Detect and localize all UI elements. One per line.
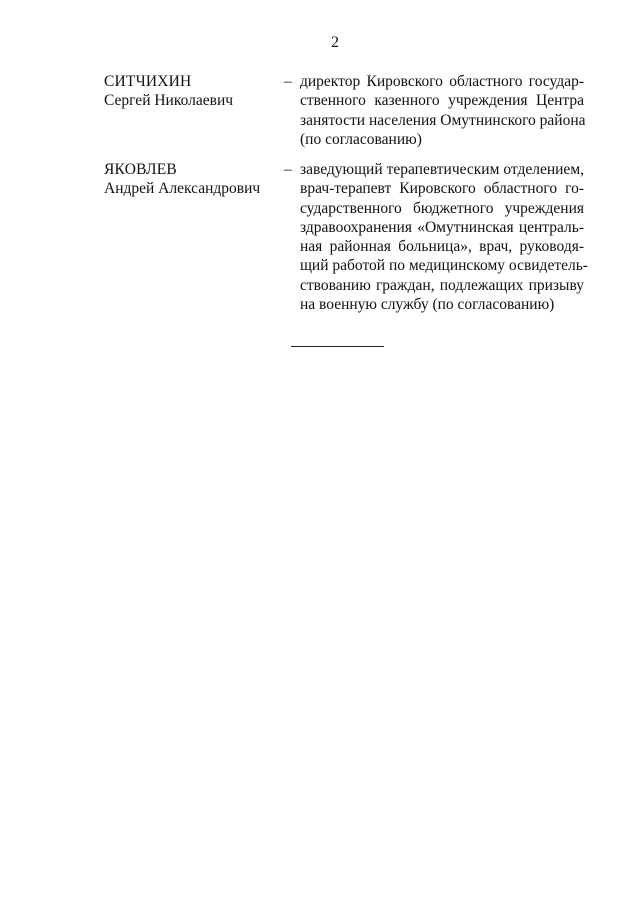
person-surname: ЯКОВЛЕВ: [104, 161, 177, 178]
position-description: [300, 72, 584, 149]
description-line: ная районная больница», врач, руководя-: [300, 238, 584, 256]
person-surname: СИТЧИХИН: [104, 73, 192, 90]
description-line: директор Кировского областного государ-: [300, 73, 584, 90]
description-line: сударственного бюджетного учреждения: [300, 199, 584, 217]
person-name: [104, 160, 274, 198]
description-line: занятости населения Омутнинского района: [300, 111, 586, 129]
description-line: (по согласованию): [300, 130, 422, 148]
description-line: врач-терапевт Кировского областного го-: [300, 180, 584, 198]
description-line: ственного казенного учреждения Центра: [300, 92, 584, 110]
person-given-names: Андрей Александрович: [104, 180, 261, 197]
description-line: щий работой по медицинскому освидетель-: [300, 257, 588, 275]
person-given-names: Сергей Николаевич: [104, 92, 234, 109]
description-line: на военную службу (по согласованию): [300, 296, 555, 314]
position-description: [300, 160, 588, 314]
person-name: [104, 72, 274, 110]
page-number: 2: [331, 34, 339, 51]
separator-dash: –: [284, 73, 292, 90]
description-line: ствованию граждан, подлежащих призыву: [300, 276, 584, 294]
description-line: здравоохранения «Омутнинская централь-: [300, 218, 584, 236]
description-line: заведующий терапевтическим отделением,: [300, 161, 584, 178]
end-of-list-rule: [291, 346, 384, 347]
separator-dash: –: [284, 161, 292, 178]
